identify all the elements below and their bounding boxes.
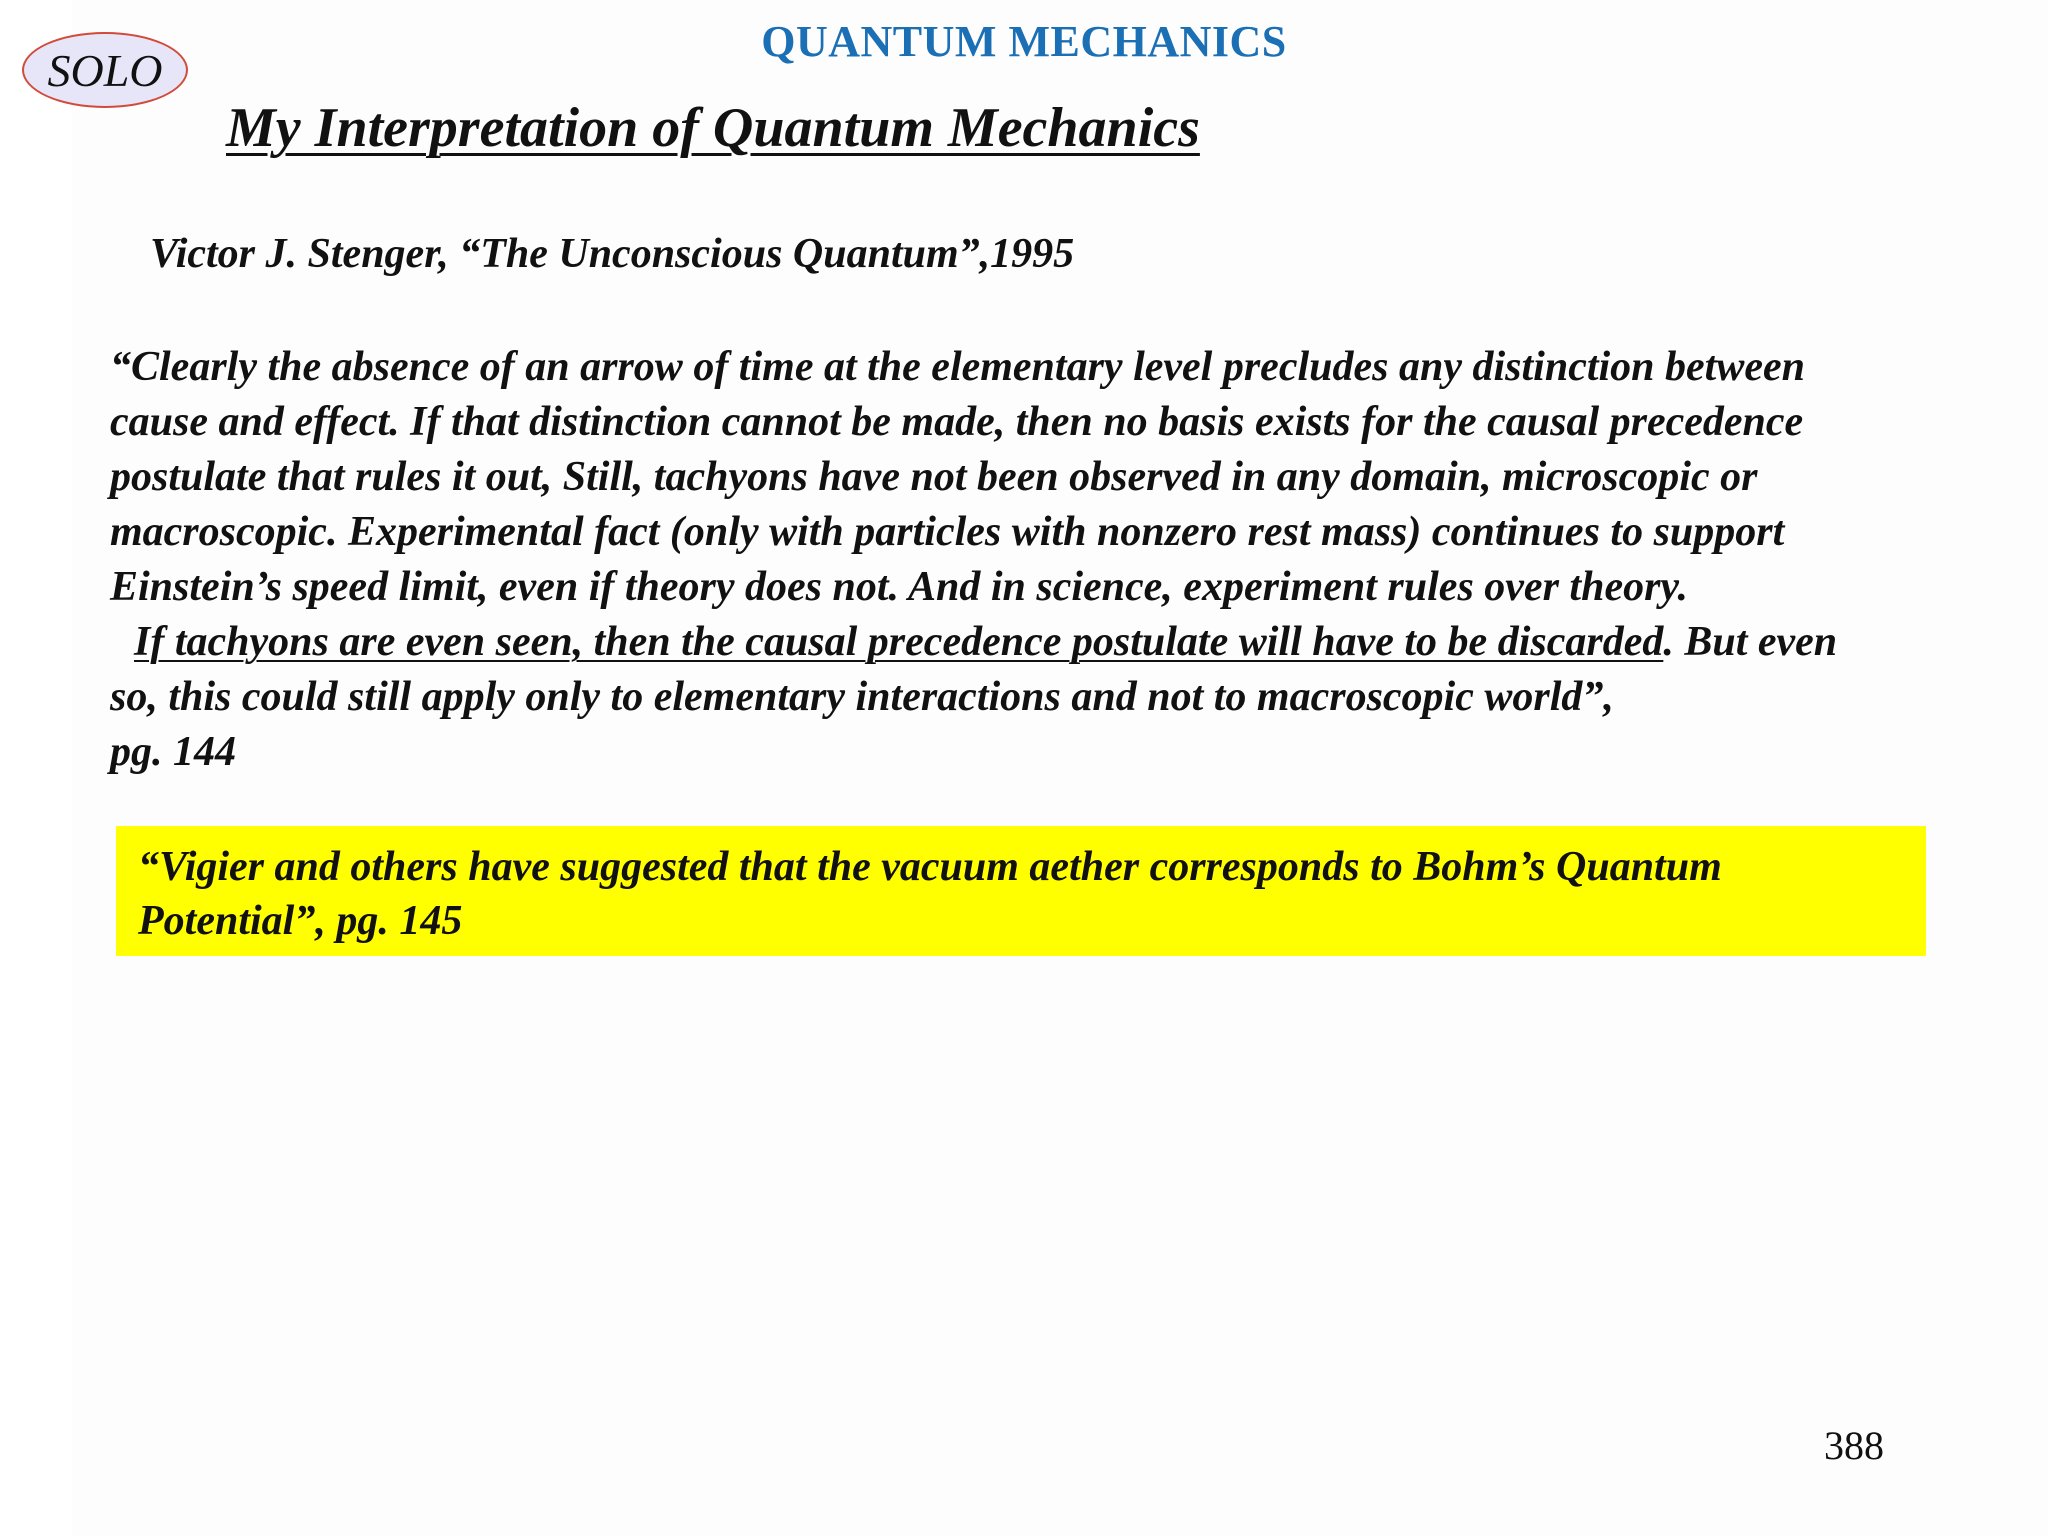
page-reference: pg. 144 xyxy=(110,729,236,775)
quote-line: macroscopic. Experimental fact (only with particles with nonzero rest mass) continues to support xyxy=(110,509,1785,555)
highlight-line: Potential”, pg. 145 xyxy=(138,898,463,944)
quote-line: postulate that rules it out, Still, tachyons have not been observed in any domain, microscopic or xyxy=(110,454,1758,500)
page-number: 388 xyxy=(1824,1423,1884,1468)
quote-line: so, this could still apply only to elementary interactions and not to macroscopic world”, xyxy=(110,674,1614,720)
underlined-statement: If tachyons are even seen, then the causal precedence postulate will have to be discarded xyxy=(134,619,1664,665)
section-header: QUANTUM MECHANICS xyxy=(761,17,1287,66)
highlight-line: “Vigier and others have suggested that the vacuum aether corresponds to Bohm’s Quantum xyxy=(138,844,1722,890)
quote-line: cause and effect. If that distinction cannot be made, then no basis exists for the causal precedence xyxy=(110,399,1804,445)
quote-line-underlined xyxy=(110,615,2010,670)
quote-line: Einstein’s speed limit, even if theory does not. And in science, experiment rules over theory. xyxy=(110,564,1689,610)
quote-block xyxy=(110,340,2010,780)
citation: Victor J. Stenger, “The Unconscious Quantum”,1995 xyxy=(150,231,1075,277)
highlight-box xyxy=(116,826,1926,956)
quote-line: “Clearly the absence of an arrow of time at the elementary level precludes any distinction between xyxy=(110,344,1805,390)
solo-badge: SOLO xyxy=(22,32,188,108)
slide-title: My Interpretation of Quantum Mechanics xyxy=(226,97,1200,159)
quote-continuation: . But even xyxy=(1663,619,1838,665)
